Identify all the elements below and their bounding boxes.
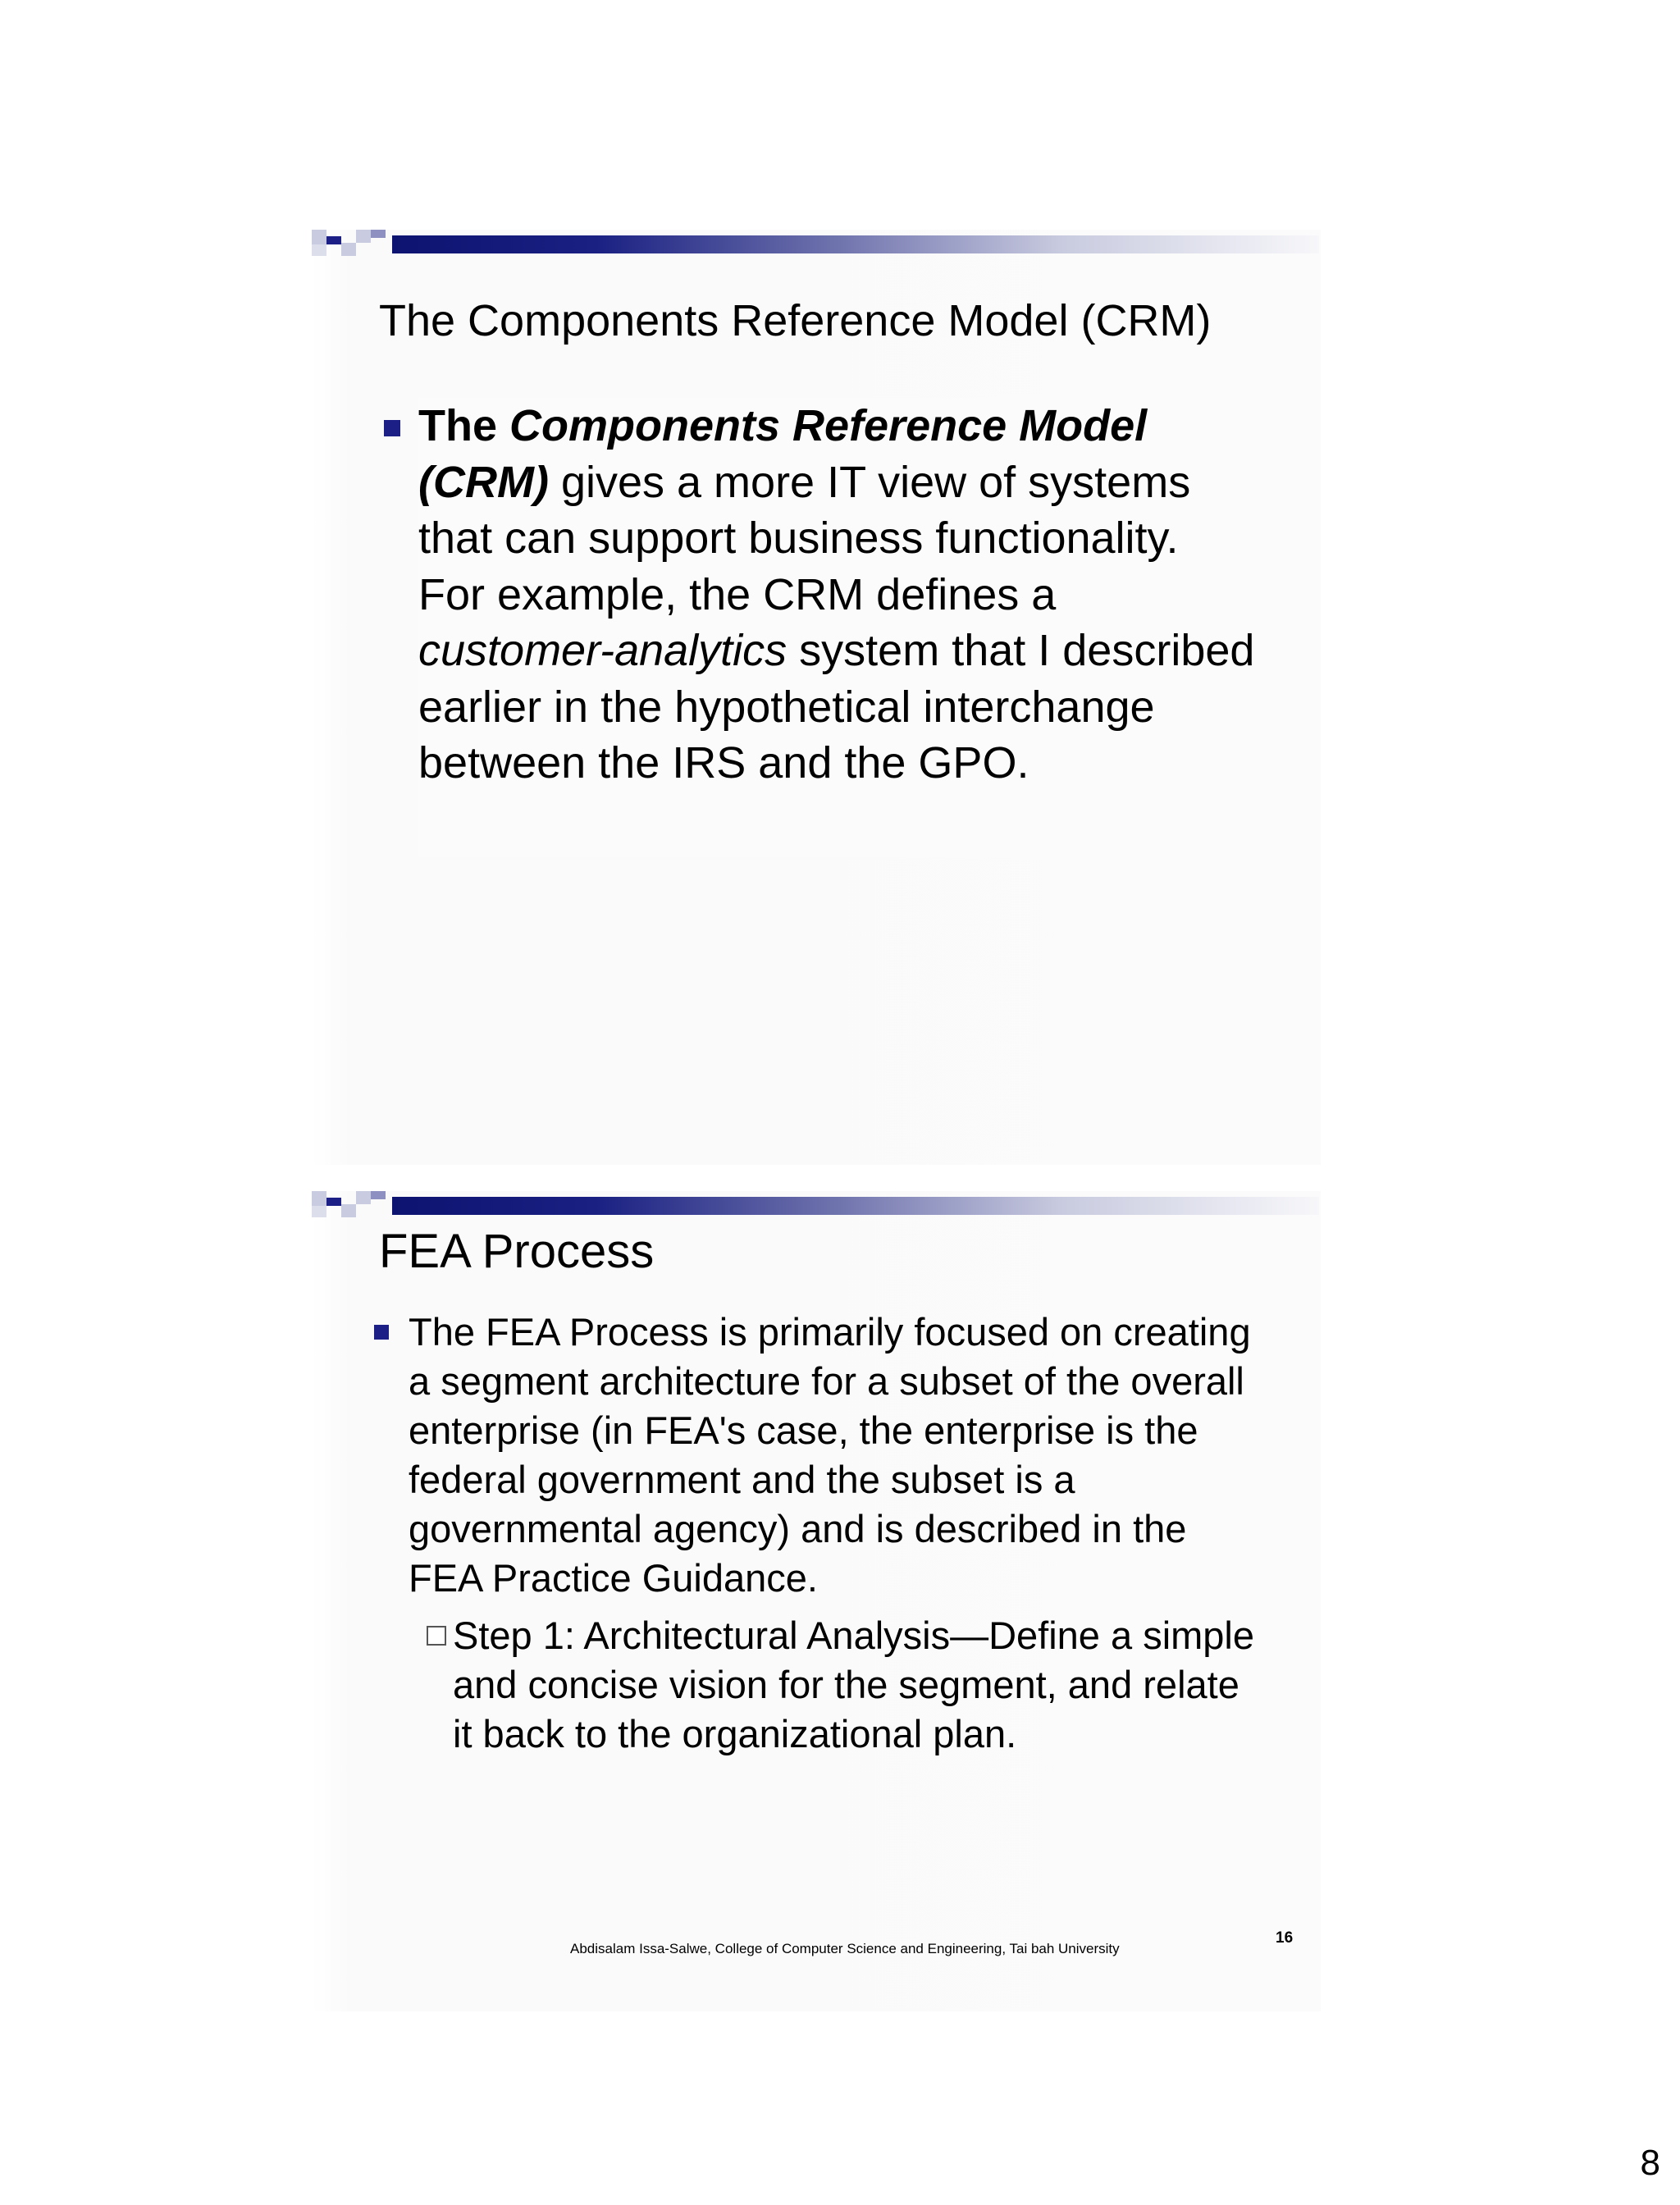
bullet-line [418,623,1321,679]
bullet-line-text: gives a more IT view of systems [548,457,1191,507]
title-gradient-bar [392,235,1319,253]
italic-term: customer-analytics [418,626,788,675]
decor-square [312,244,326,256]
decor-square [312,1191,326,1206]
decor-square [312,1206,326,1217]
crm-term-part: Components Reference Model [509,401,1148,450]
bullet-line-text: system that I described [787,626,1255,675]
slide-footer: Abdisalam Issa-Salwe, College of Computer Science and Engineering, Tai bah University [570,1941,1120,1956]
bullet-line [418,454,1321,511]
slide-1-body [418,398,1321,857]
decor-square [341,1204,356,1217]
decor-square [326,236,341,244]
page-number: 8 [1640,2143,1660,2183]
decor-square [356,230,371,243]
slide-number: 16 [1276,1929,1294,1947]
decor-square [356,1191,371,1204]
bullet-line [418,398,1321,454]
slide-title: FEA Process [379,1225,655,1278]
bold-lead: The [418,401,510,450]
slide-2 [312,1191,1321,2011]
bullet-line: earlier in the hypothetical interchange [418,682,1155,732]
bullet-line: that can support business functionality. [418,514,1179,563]
title-decoration [312,230,1321,262]
sub-bullet-line: Step 1: Architectural Analysis—Define a simple [453,1614,1255,1657]
bullet-line: federal government and the subset is a [409,1458,1075,1501]
decor-square [312,230,326,244]
sub-bullet-text [453,1611,1254,1759]
decor-square [371,230,386,238]
crm-term-part: (CRM) [418,457,549,507]
slide-title: The Components Reference Model (CRM) [379,296,1212,345]
bullet-text [409,1308,1251,1603]
sub-bullet-line: it back to the organizational plan. [453,1712,1017,1755]
title-decoration [312,1191,1321,1224]
square-bullet-icon [384,420,400,436]
decor-square [371,1191,386,1199]
bullet-line: The FEA Process is primarily focused on creating [409,1310,1251,1354]
bullet-line: governmental agency) and is described in the [409,1507,1187,1550]
bullet-line: For example, the CRM defines a [418,569,1057,619]
decor-square [326,1198,341,1206]
square-bullet-icon [374,1325,389,1340]
bullet-line: enterprise (in FEA's case, the enterprise is the [409,1408,1198,1452]
hollow-square-bullet-icon [427,1626,446,1646]
bullet-line: a segment architecture for a subset of the overall [409,1359,1244,1403]
sub-bullet-line: and concise vision for the segment, and relate [453,1663,1239,1706]
bullet-line: FEA Practice Guidance. [409,1556,818,1600]
decor-square [341,243,356,256]
title-gradient-bar [392,1197,1319,1215]
bullet-line: between the IRS and the GPO. [418,738,1029,788]
